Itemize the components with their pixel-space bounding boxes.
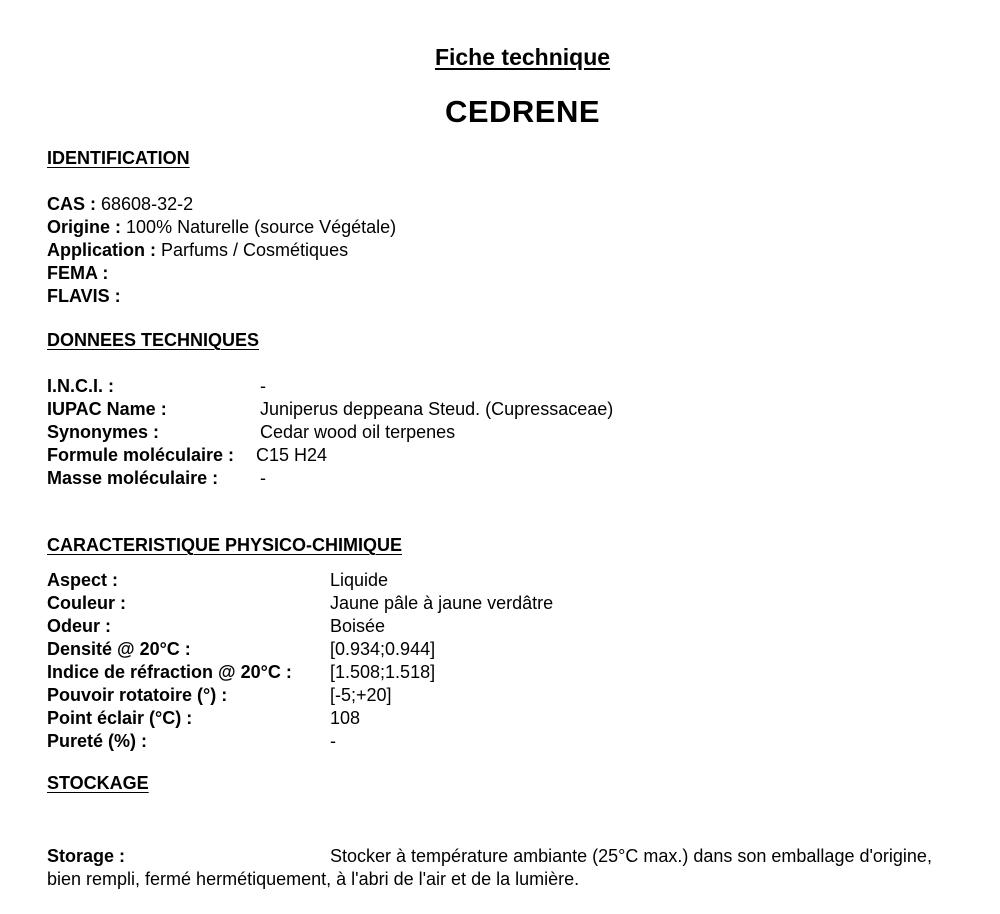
field-value: Stocker à température ambiante (25°C max.) dans son emballage d'origine, <box>330 846 932 866</box>
storage-block <box>47 845 997 891</box>
field-value: Juniperus deppeana Steud. (Cupressaceae) <box>260 399 614 419</box>
field-label: Masse moléculaire : <box>47 468 219 488</box>
field-label: Synonymes : <box>47 422 160 442</box>
field-origine <box>47 216 396 239</box>
field-value: - <box>330 731 336 751</box>
section-heading-storage: STOCKAGE <box>47 773 149 793</box>
field-value: Liquide <box>330 570 389 590</box>
field-storage-continuation: bien rempli, fermé hermétiquement, à l'abri de l'air et de la lumière. <box>47 869 580 889</box>
field-label: Pureté (%) : <box>47 731 148 751</box>
field-fema <box>47 262 396 285</box>
field-label: FLAVIS : <box>47 286 121 306</box>
field-label: Densité @ 20°C : <box>47 639 191 659</box>
field-value: [0.934;0.944] <box>330 639 436 659</box>
field-cas <box>47 193 396 216</box>
field-label: IUPAC Name : <box>47 399 167 419</box>
identification-block <box>47 193 396 308</box>
document-title: Fiche technique <box>434 44 611 70</box>
field-value: Jaune pâle à jaune verdâtre <box>330 593 554 613</box>
section-heading-technical: DONNEES TECHNIQUES <box>47 330 260 350</box>
field-value: Cedar wood oil terpenes <box>260 422 456 442</box>
field-value: C15 H24 <box>256 445 328 465</box>
field-application <box>47 239 396 262</box>
field-value: Parfums / Cosmétiques <box>161 240 349 260</box>
field-value: [-5;+20] <box>330 685 392 705</box>
field-value: - <box>260 468 266 488</box>
section-heading-identification: IDENTIFICATION <box>47 148 190 168</box>
field-label: Storage : <box>47 846 126 866</box>
field-value: - <box>260 376 266 396</box>
field-value: 108 <box>330 708 361 728</box>
field-label: Odeur : <box>47 616 112 636</box>
product-name: CEDRENE <box>444 94 601 129</box>
field-label: Aspect : <box>47 570 119 590</box>
section-heading-physchem: CARACTERISTIQUE PHYSICO-CHIMIQUE <box>47 535 403 555</box>
field-value: 100% Naturelle (source Végétale) <box>126 217 397 237</box>
field-label: Indice de réfraction @ 20°C : <box>47 662 292 682</box>
field-label: Point éclair (°C) : <box>47 708 193 728</box>
field-label: Formule moléculaire : <box>47 445 235 465</box>
field-flavis <box>47 285 396 308</box>
field-label: Couleur : <box>47 593 126 613</box>
field-label: Origine : <box>47 217 122 237</box>
field-value: 68608-32-2 <box>101 194 194 214</box>
field-label: Pouvoir rotatoire (°) : <box>47 685 228 705</box>
field-label: Application : <box>47 240 156 260</box>
field-value: [1.508;1.518] <box>330 662 436 682</box>
field-value: Boisée <box>330 616 386 636</box>
field-label: I.N.C.I. : <box>47 376 114 396</box>
field-storage <box>47 845 997 868</box>
field-label: CAS : <box>47 194 96 214</box>
field-label: FEMA : <box>47 263 109 283</box>
